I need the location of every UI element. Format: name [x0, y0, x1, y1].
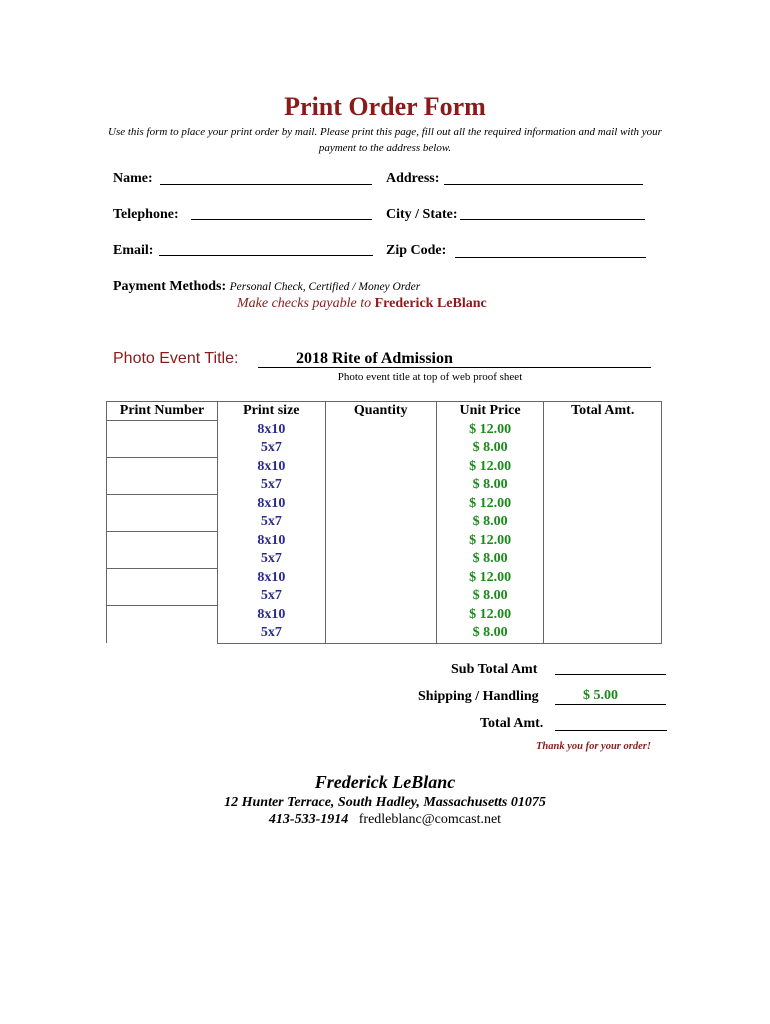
print-number-cell[interactable] [107, 532, 218, 569]
shipping-label: Shipping / Handling [418, 689, 539, 704]
print-size-cell: 8x10 [217, 421, 325, 440]
header-total-amt: Total Amt. [544, 402, 662, 421]
total-amt-cell[interactable] [544, 550, 662, 569]
print-number-cell[interactable] [107, 606, 218, 644]
header-unit-price: Unit Price [436, 402, 544, 421]
total-amt-cell[interactable] [544, 495, 662, 514]
unit-price-cell: $ 12.00 [436, 532, 544, 551]
quantity-cell[interactable] [325, 458, 436, 477]
print-size-cell: 8x10 [217, 495, 325, 514]
payable-name: Frederick LeBlanc [374, 296, 487, 311]
print-size-cell: 5x7 [217, 550, 325, 569]
zip-code-field[interactable] [455, 257, 646, 258]
order-table [106, 401, 662, 644]
total-amt-cell[interactable] [544, 606, 662, 625]
photo-event-value: 2018 Rite of Admission [296, 350, 453, 367]
quantity-cell[interactable] [325, 439, 436, 458]
quantity-cell[interactable] [325, 476, 436, 495]
print-size-cell: 8x10 [217, 569, 325, 588]
unit-price-cell: $ 12.00 [436, 458, 544, 477]
table-header-row [107, 402, 662, 421]
table-row [107, 532, 662, 551]
total-label: Total Amt. [480, 716, 544, 731]
zip-code-label: Zip Code: [386, 243, 447, 258]
unit-price-cell: $ 8.00 [436, 624, 544, 643]
photo-event-note: Photo event title at top of web proof sheet [337, 371, 523, 383]
unit-price-cell: $ 12.00 [436, 495, 544, 514]
total-field[interactable] [555, 730, 667, 731]
total-amt-cell[interactable] [544, 458, 662, 477]
telephone-field[interactable] [191, 219, 372, 220]
unit-price-cell: $ 8.00 [436, 550, 544, 569]
payment-methods-list: Personal Check, Certified / Money Order [229, 281, 421, 293]
quantity-cell[interactable] [325, 421, 436, 440]
email-field[interactable] [159, 255, 373, 256]
print-size-cell: 5x7 [217, 513, 325, 532]
payable-to [237, 296, 487, 312]
total-amt-cell[interactable] [544, 569, 662, 588]
total-amt-cell[interactable] [544, 421, 662, 440]
unit-price-cell: $ 12.00 [436, 606, 544, 625]
thank-you-note: Thank you for your order! [536, 741, 651, 752]
unit-price-cell: $ 8.00 [436, 513, 544, 532]
quantity-cell[interactable] [325, 624, 436, 643]
table-row [107, 495, 662, 514]
address-field[interactable] [444, 184, 643, 185]
print-size-cell: 5x7 [217, 476, 325, 495]
print-size-cell: 8x10 [217, 532, 325, 551]
subtotal-label: Sub Total Amt [451, 662, 538, 677]
print-size-cell: 8x10 [217, 458, 325, 477]
payable-prefix: Make checks payable to [237, 296, 372, 311]
unit-price-cell: $ 12.00 [436, 421, 544, 440]
total-amt-cell[interactable] [544, 624, 662, 643]
header-print-size: Print size [217, 402, 325, 421]
quantity-cell[interactable] [325, 532, 436, 551]
table-row [107, 606, 662, 625]
shipping-field [555, 704, 666, 705]
footer-name: Frederick LeBlanc [314, 772, 456, 792]
footer-email[interactable]: fredleblanc@comcast.net [358, 812, 502, 827]
quantity-cell[interactable] [325, 550, 436, 569]
table-row [107, 569, 662, 588]
photo-event-label: Photo Event Title: [113, 350, 239, 367]
form-title: Print Order Form [284, 92, 486, 121]
quantity-cell[interactable] [325, 569, 436, 588]
city-state-label: City / State: [386, 207, 458, 222]
quantity-cell[interactable] [325, 606, 436, 625]
print-size-cell: 5x7 [217, 439, 325, 458]
header-print-number: Print Number [107, 402, 218, 421]
footer-contact [0, 812, 770, 828]
form-instructions: Use this form to place your print order by mail. Please print this page, fill out all the required information and mail with your payment to the address below. [108, 126, 662, 154]
unit-price-cell: $ 8.00 [436, 439, 544, 458]
telephone-label: Telephone: [113, 207, 179, 222]
print-number-cell[interactable] [107, 569, 218, 606]
shipping-value: $ 5.00 [583, 688, 618, 703]
address-label: Address: [386, 171, 440, 186]
print-size-cell: 8x10 [217, 606, 325, 625]
email-label: Email: [113, 243, 154, 258]
header-quantity: Quantity [325, 402, 436, 421]
print-number-cell[interactable] [107, 458, 218, 495]
total-amt-cell[interactable] [544, 513, 662, 532]
payment-methods-label: Payment Methods: [113, 279, 227, 294]
city-state-field[interactable] [460, 219, 645, 220]
unit-price-cell: $ 12.00 [436, 569, 544, 588]
unit-price-cell: $ 8.00 [436, 476, 544, 495]
subtotal-field[interactable] [555, 674, 666, 675]
total-amt-cell[interactable] [544, 476, 662, 495]
quantity-cell[interactable] [325, 495, 436, 514]
print-number-cell[interactable] [107, 421, 218, 458]
footer-address: 12 Hunter Terrace, South Hadley, Massachusetts 01075 [224, 795, 546, 810]
unit-price-cell: $ 8.00 [436, 587, 544, 606]
name-field[interactable] [160, 184, 372, 185]
name-label: Name: [113, 171, 153, 186]
payment-methods-line [113, 279, 420, 295]
total-amt-cell[interactable] [544, 532, 662, 551]
print-size-cell: 5x7 [217, 624, 325, 643]
footer-phone: 413-533-1914 [268, 812, 349, 827]
quantity-cell[interactable] [325, 587, 436, 606]
total-amt-cell[interactable] [544, 587, 662, 606]
table-row [107, 421, 662, 440]
quantity-cell[interactable] [325, 513, 436, 532]
table-row [107, 458, 662, 477]
print-number-cell[interactable] [107, 495, 218, 532]
total-amt-cell[interactable] [544, 439, 662, 458]
print-size-cell: 5x7 [217, 587, 325, 606]
